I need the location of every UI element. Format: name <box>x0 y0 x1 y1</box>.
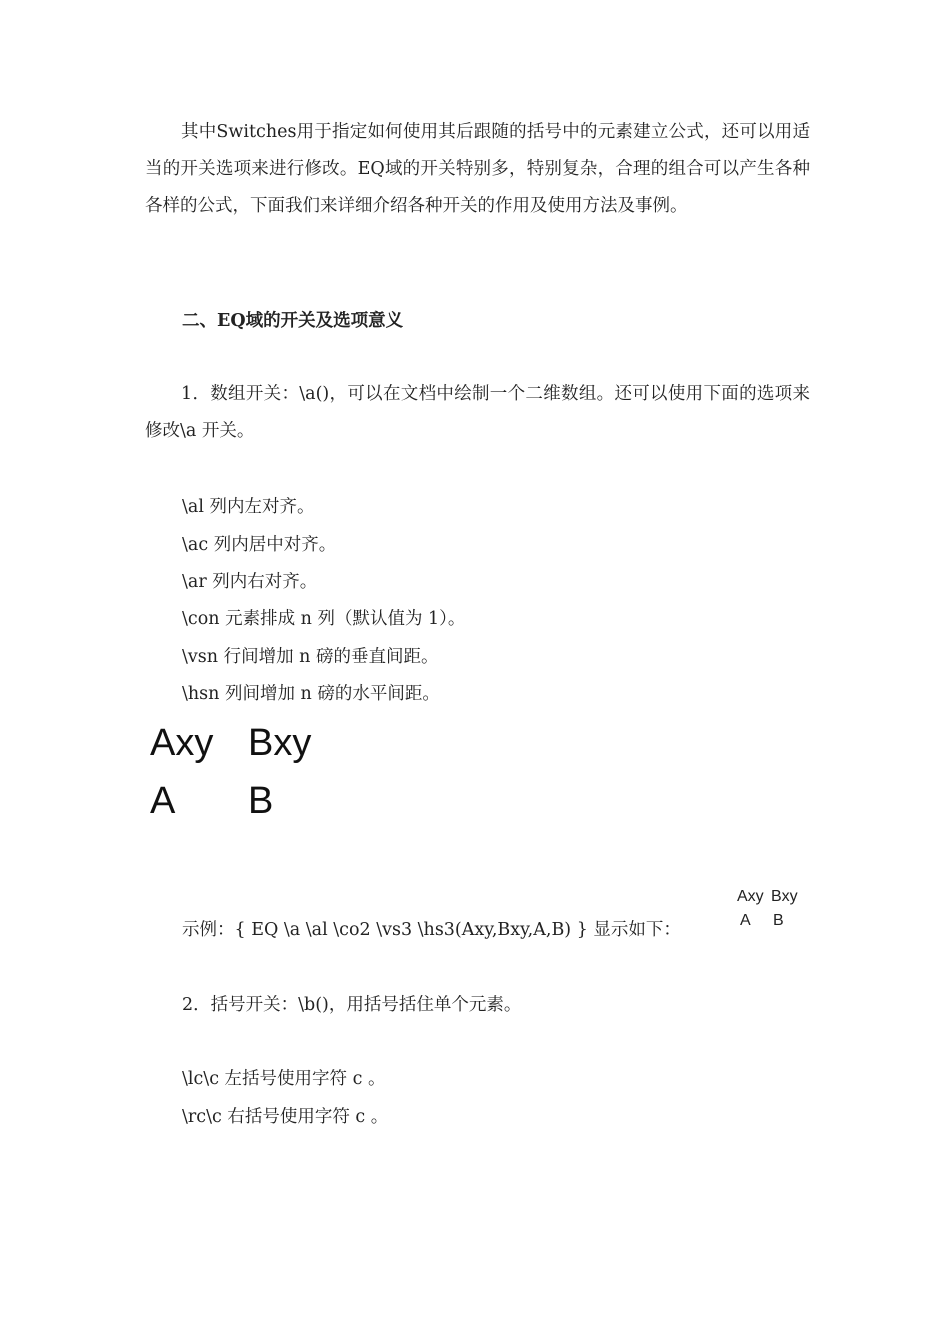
example-text: 示例：{ EQ \a \al \co2 \vs3 \hs3(Axy,Bxy,A,B) } 显示如下： <box>182 920 681 940</box>
array-switch-paragraph: 1．数组开关：\a()，可以在文档中绘制一个二维数组。还可以使用下面的选项来修改\a 开关。 <box>145 384 810 441</box>
option-con: \con 元素排成 n 列（默认值为 1）。 <box>182 609 466 629</box>
option-rc: \rc\c 右括号使用字符 c 。 <box>182 1107 389 1127</box>
option-vsn: \vsn 行间增加 n 磅的垂直间距。 <box>182 647 439 667</box>
array-cell: Bxy <box>771 888 798 905</box>
option-lc: \lc\c 左括号使用字符 c 。 <box>182 1069 386 1089</box>
option-al: \al 列内左对齐。 <box>182 497 315 517</box>
bracket-switch-title: 2．括号开关：\b()，用括号括住单个元素。 <box>182 995 522 1015</box>
array-cell: Bxy <box>248 722 312 764</box>
intro-paragraph: 其中Switches用于指定如何使用其后跟随的括号中的元素建立公式，还可以用适当的开关选项来进行修改。EQ域的开关特别多，特别复杂，合理的组合可以产生各种各样的公式，下面我们来详细介绍各种开关的作用及使用方法及事例。 <box>145 122 810 216</box>
section-heading: 二、EQ域的开关及选项意义 <box>182 311 404 331</box>
array-cell: B <box>773 912 784 929</box>
option-ar: \ar 列内右对齐。 <box>182 572 318 592</box>
array-cell: A <box>150 780 176 822</box>
option-hsn: \hsn 列间增加 n 磅的水平间距。 <box>182 684 440 704</box>
array-cell: Axy <box>150 722 214 764</box>
array-cell: Axy <box>737 888 764 905</box>
array-cell: A <box>740 912 751 929</box>
option-ac: \ac 列内居中对齐。 <box>182 535 337 555</box>
array-cell: B <box>248 780 274 822</box>
